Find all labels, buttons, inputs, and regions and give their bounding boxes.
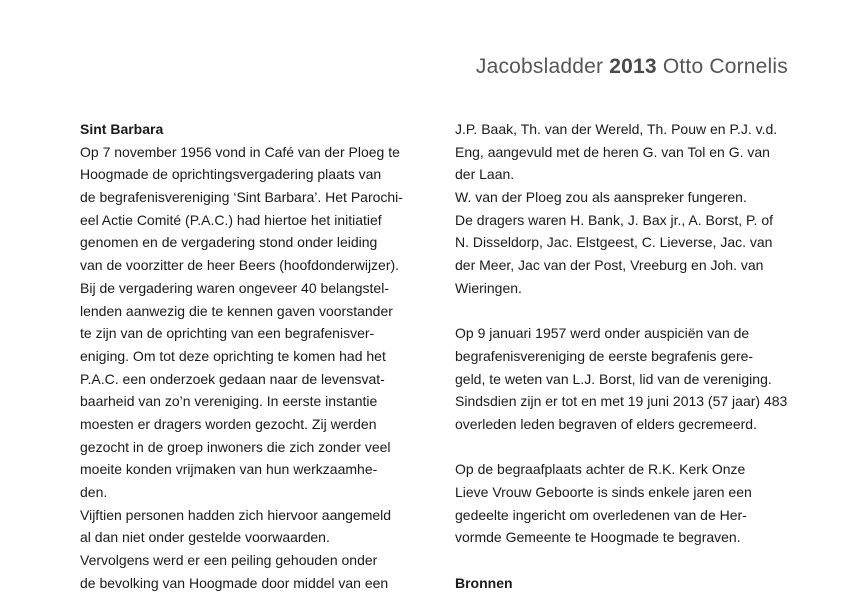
text-line: moeite konden vrijmaken van hun werkzaamhe- <box>80 461 378 478</box>
text-line: gedeelte ingericht om overledenen van de Her- <box>455 506 747 523</box>
text-line: moesten er dragers worden gezocht. Zij werden <box>80 415 377 432</box>
header-author: Otto Cornelis <box>662 55 788 78</box>
text-line: J.P. Baak, Th. van der Wereld, Th. Pouw en P.J. v.d. <box>455 121 778 137</box>
right-paragraph-3 <box>455 458 800 549</box>
left-column <box>80 118 420 594</box>
text-line: W. van der Ploeg zou als aanspreker fungeren. <box>455 189 747 206</box>
text-line: eniging. Om tot deze oprichting te komen had het <box>80 347 386 364</box>
text-line: Eng, aangevuld met de heren G. van Tol en G. van <box>455 143 770 160</box>
text-line: der Laan. <box>455 166 515 183</box>
text-line: lenden aanwezig die te kennen gaven voorstander <box>80 302 393 319</box>
header-title: Jacobsladder <box>475 55 604 78</box>
text-line: Hoogmade de oprichtingsvergadering plaats van <box>80 166 382 183</box>
text-line: al dan niet onder gestelde voorwaarden. <box>80 529 330 546</box>
text-line: vormde Gemeente te Hoogmade te begraven. <box>455 529 741 546</box>
paragraph-gap <box>455 300 800 323</box>
text-line: Vijftien personen hadden zich hiervoor aangemeld <box>80 506 392 523</box>
text-line: P.A.C. een onderzoek gedaan naar de levensvat- <box>80 370 385 387</box>
text-line: te zijn van de oprichting van een begrafenisver- <box>80 325 375 342</box>
paragraph-gap <box>455 436 800 459</box>
text-line: den. <box>80 484 108 500</box>
text-line: gezocht in de groep inwoners die zich zonder veel <box>80 438 391 455</box>
text-line: Op de begraafplaats achter de R.K. Kerk Onze <box>455 461 746 478</box>
page-header <box>476 55 788 79</box>
text-line: overleden leden begraven of elders gecremeerd. <box>455 415 757 432</box>
text-line: Lieve Vrouw Geboorte is sinds enkele jaren een <box>455 484 752 500</box>
text-line: Sindsdien zijn er tot en met 19 juni 2013 (57 jaar) 483 <box>455 393 788 410</box>
text-line: Wieringen. <box>455 279 522 296</box>
text-line: Op 7 november 1956 vond in Café van der Ploeg te <box>80 143 400 160</box>
text-line: Op 9 januari 1957 werd onder auspiciën van de <box>455 325 750 342</box>
section-heading: Sint Barbara <box>80 121 164 137</box>
text-line: Bij de vergadering waren ongeveer 40 belangstel- <box>80 279 389 296</box>
paragraph-gap <box>455 549 800 572</box>
text-line: de bevolking van Hoogmade door middel van een <box>80 574 389 591</box>
text-line: de begrafenisvereniging ‘Sint Barbara’. Het Parochi- <box>80 189 403 206</box>
text-line: N. Disseldorp, Jac. Elstgeest, C. Lieverse, Jac. van <box>455 234 773 251</box>
left-paragraph <box>80 141 420 594</box>
text-line: begrafenisvereniging de eerste begrafenis gere- <box>455 347 754 364</box>
sources-heading: Bronnen <box>455 574 513 591</box>
text-line: geld, te weten van L.J. Borst, lid van de vereniging. <box>455 370 772 387</box>
right-paragraph-2 <box>455 322 800 435</box>
text-line: baarheid van zo’n vereniging. In eerste instantie <box>80 393 378 410</box>
text-line: der Meer, Jac van der Post, Vreeburg en Joh. van <box>455 257 764 274</box>
right-column <box>455 118 800 594</box>
header-year: 2013 <box>609 55 657 78</box>
text-line: van de voorzitter de heer Beers (hoofdonderwijzer). <box>80 257 400 274</box>
text-line: De dragers waren H. Bank, J. Bax jr., A. Borst, P. of <box>455 211 773 228</box>
text-line: Vervolgens werd er een peiling gehouden onder <box>80 552 378 569</box>
text-line: genomen en de vergadering stond onder leiding <box>80 234 378 251</box>
text-line: eel Actie Comité (P.A.C.) had hiertoe het initiatief <box>80 211 382 228</box>
right-paragraph-1 <box>455 118 800 300</box>
